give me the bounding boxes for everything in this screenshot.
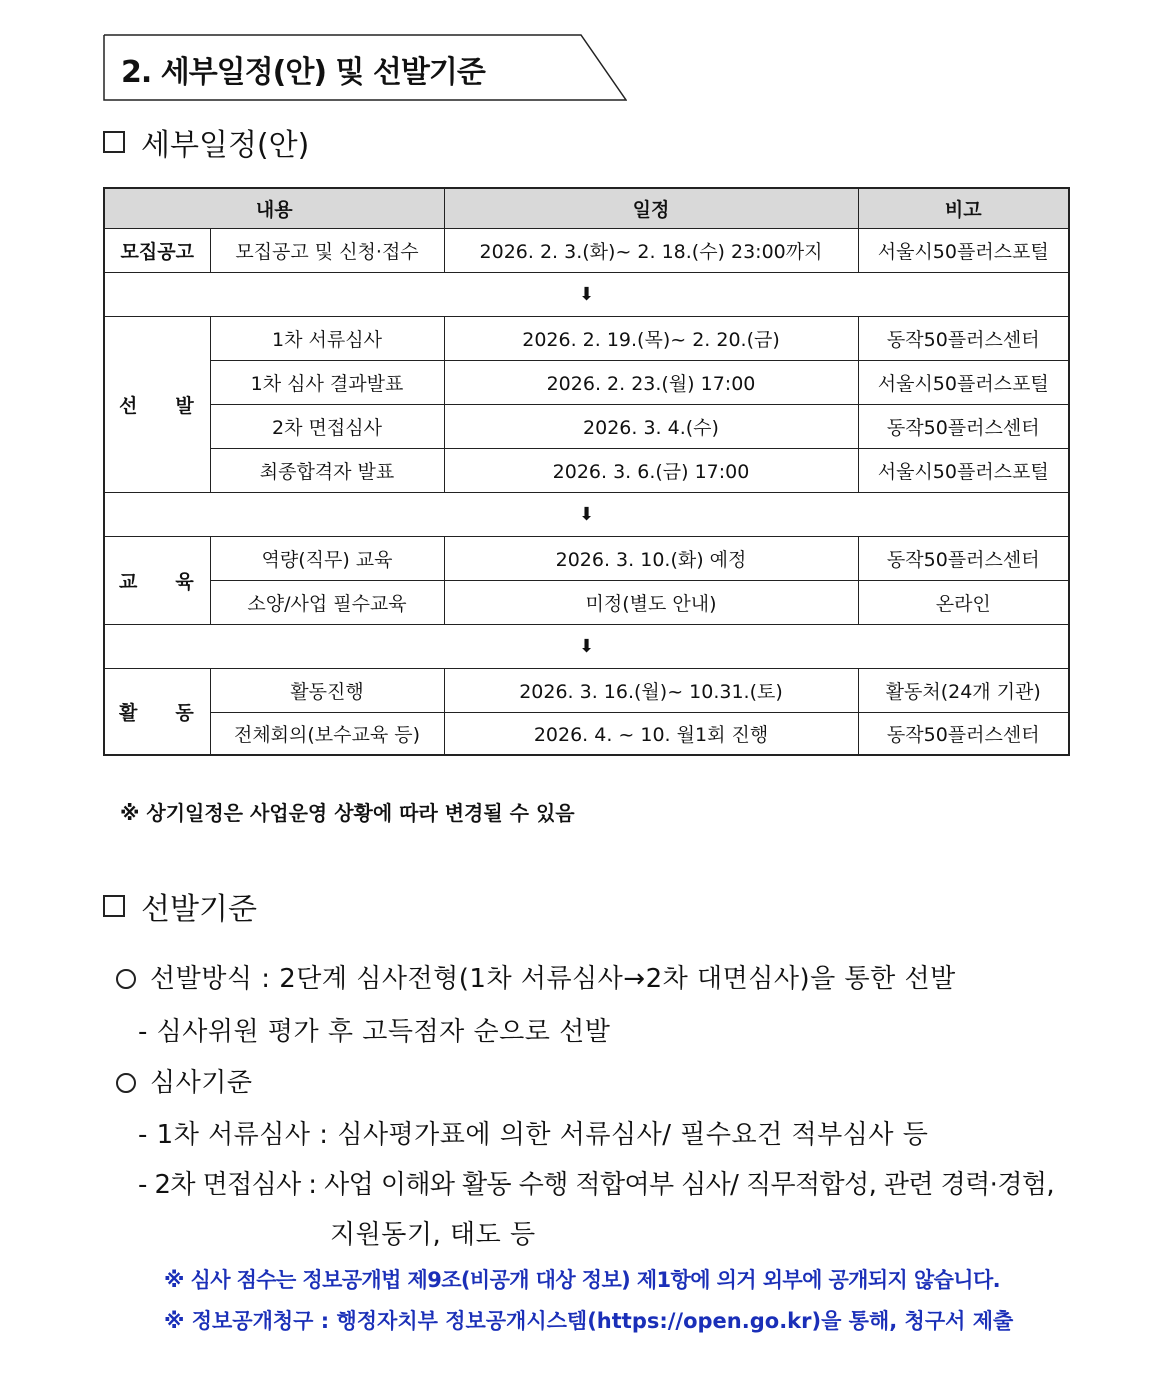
item-cell: 역량(직무) 교육 bbox=[210, 536, 444, 580]
criteria-heading-row bbox=[103, 884, 257, 928]
date-cell: 2026. 2. 23.(월) 17:00 bbox=[444, 360, 858, 404]
date-cell: 2026. 3. 6.(금) 17:00 bbox=[444, 448, 858, 492]
category-education: 교 육 bbox=[104, 536, 210, 624]
date-cell: 2026. 4. ~ 10. 월1회 진행 bbox=[444, 712, 858, 755]
schedule-note: ※ 상기일정은 사업운영 상황에 따라 변경될 수 있음 bbox=[120, 801, 575, 825]
note-cell: 동작50플러스센터 bbox=[858, 404, 1069, 448]
item-cell: 모집공고 및 신청·접수 bbox=[210, 228, 444, 272]
note-cell: 서울시50플러스포털 bbox=[858, 448, 1069, 492]
criteria-method-row bbox=[116, 958, 956, 995]
date-cell: 미정(별도 안내) bbox=[444, 580, 858, 624]
note-cell: 서울시50플러스포털 bbox=[858, 360, 1069, 404]
table-row bbox=[104, 404, 1069, 448]
criteria-heading: 선발기준 bbox=[141, 892, 257, 927]
schedule-heading: 세부일정(안) bbox=[141, 128, 310, 163]
header-content: 내용 bbox=[104, 188, 444, 228]
item-cell: 소양/사업 필수교육 bbox=[210, 580, 444, 624]
header-note: 비고 bbox=[858, 188, 1069, 228]
date-cell: 2026. 3. 16.(월)~ 10.31.(토) bbox=[444, 668, 858, 712]
section-title-box bbox=[103, 34, 627, 101]
item-cell: 전체회의(보수교육 등) bbox=[210, 712, 444, 755]
schedule-table bbox=[103, 187, 1070, 756]
table-row bbox=[104, 668, 1069, 712]
category-selection: 선 발 bbox=[104, 316, 210, 492]
arrow-row bbox=[104, 272, 1069, 316]
checkbox-square-icon bbox=[103, 131, 125, 153]
blue-note-privacy: ※ 심사 점수는 정보공개법 제9조(비공개 대상 정보) 제1항에 의거 외부에 공개되지 않습니다. bbox=[164, 1268, 1001, 1292]
criteria-standard-sub2: - 2차 면접심사 : 사업 이해와 활동 수행 적합여부 심사/ 직무적합성, 관련 경력·경험, bbox=[138, 1170, 1055, 1200]
checkbox-square-icon bbox=[103, 895, 125, 917]
item-cell: 활동진행 bbox=[210, 668, 444, 712]
table-row bbox=[104, 448, 1069, 492]
item-cell: 1차 서류심사 bbox=[210, 316, 444, 360]
section-title: 2. 세부일정(안) 및 선발기준 bbox=[121, 55, 485, 90]
criteria-standard-row bbox=[116, 1062, 252, 1099]
date-cell: 2026. 2. 19.(목)~ 2. 20.(금) bbox=[444, 316, 858, 360]
criteria-standard: 심사기준 bbox=[150, 1068, 253, 1098]
item-cell: 2차 면접심사 bbox=[210, 404, 444, 448]
schedule-heading-row bbox=[103, 120, 309, 164]
blue-note-request: ※ 정보공개청구 : 행정자치부 정보공개시스템(https://open.go.kr)을 통해, 청구서 제출 bbox=[164, 1309, 1014, 1333]
item-cell: 1차 심사 결과발표 bbox=[210, 360, 444, 404]
note-cell: 서울시50플러스포털 bbox=[858, 228, 1069, 272]
note-cell: 온라인 bbox=[858, 580, 1069, 624]
note-cell: 동작50플러스센터 bbox=[858, 712, 1069, 755]
table-row bbox=[104, 580, 1069, 624]
date-cell: 2026. 3. 4.(수) bbox=[444, 404, 858, 448]
note-cell: 동작50플러스센터 bbox=[858, 316, 1069, 360]
circle-bullet-icon bbox=[116, 1073, 136, 1093]
category-recruit: 모집공고 bbox=[104, 228, 210, 272]
circle-bullet-icon bbox=[116, 969, 136, 989]
note-cell: 활동처(24개 기관) bbox=[858, 668, 1069, 712]
table-row bbox=[104, 228, 1069, 272]
date-cell: 2026. 2. 3.(화)~ 2. 18.(수) 23:00까지 bbox=[444, 228, 858, 272]
down-arrow-icon: ⬇ bbox=[104, 492, 1069, 536]
arrow-row bbox=[104, 624, 1069, 668]
criteria-method-sub: - 심사위원 평가 후 고득점자 순으로 선발 bbox=[138, 1017, 611, 1047]
note-cell: 동작50플러스센터 bbox=[858, 536, 1069, 580]
table-row bbox=[104, 360, 1069, 404]
down-arrow-icon: ⬇ bbox=[104, 272, 1069, 316]
item-cell: 최종합격자 발표 bbox=[210, 448, 444, 492]
table-row bbox=[104, 536, 1069, 580]
header-date: 일정 bbox=[444, 188, 858, 228]
arrow-row bbox=[104, 492, 1069, 536]
table-row bbox=[104, 316, 1069, 360]
date-cell: 2026. 3. 10.(화) 예정 bbox=[444, 536, 858, 580]
criteria-standard-sub1: - 1차 서류심사 : 심사평가표에 의한 서류심사/ 필수요건 적부심사 등 bbox=[138, 1120, 929, 1150]
down-arrow-icon: ⬇ bbox=[104, 624, 1069, 668]
table-row bbox=[104, 712, 1069, 755]
table-header-row bbox=[104, 188, 1069, 228]
criteria-standard-sub2-cont: 지원동기, 태도 등 bbox=[330, 1220, 536, 1250]
category-activity: 활 동 bbox=[104, 668, 210, 755]
criteria-method: 선발방식 : 2단계 심사전형(1차 서류심사→2차 대면심사)을 통한 선발 bbox=[150, 964, 956, 994]
